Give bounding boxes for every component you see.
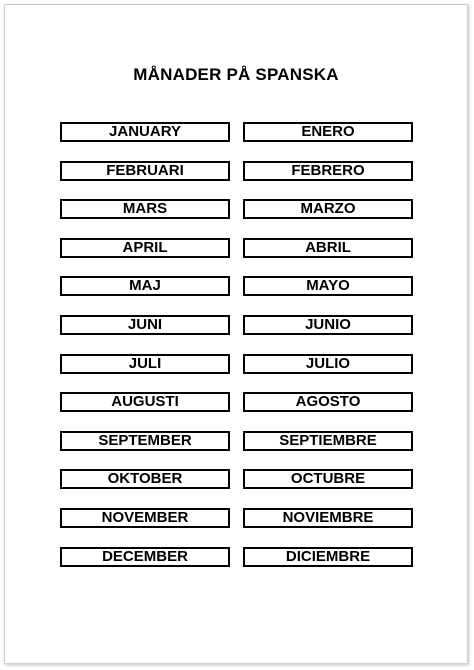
spanish-month-box: JULIO: [243, 354, 413, 374]
spanish-month-box: JUNIO: [243, 315, 413, 335]
swedish-month-box: APRIL: [60, 238, 230, 258]
swedish-month-box: JUNI: [60, 315, 230, 335]
spanish-month-box: FEBRERO: [243, 161, 413, 181]
page-title: MÅNADER PÅ SPANSKA: [133, 65, 339, 84]
spanish-month-box: ENERO: [243, 122, 413, 142]
swedish-month-box: JANUARY: [60, 122, 230, 142]
spanish-month-box: NOVIEMBRE: [243, 508, 413, 528]
swedish-month-box: MAJ: [60, 276, 230, 296]
spanish-month-box: MARZO: [243, 199, 413, 219]
spanish-month-box: DICIEMBRE: [243, 547, 413, 567]
spanish-month-box: ABRIL: [243, 238, 413, 258]
swedish-month-box: JULI: [60, 354, 230, 374]
spanish-month-box: MAYO: [243, 276, 413, 296]
swedish-month-box: AUGUSTI: [60, 392, 230, 412]
swedish-month-box: SEPTEMBER: [60, 431, 230, 451]
spanish-month-box: AGOSTO: [243, 392, 413, 412]
spanish-month-box: SEPTIEMBRE: [243, 431, 413, 451]
swedish-month-box: FEBRUARI: [60, 161, 230, 181]
swedish-month-box: DECEMBER: [60, 547, 230, 567]
swedish-month-box: OKTOBER: [60, 469, 230, 489]
spanish-month-box: OCTUBRE: [243, 469, 413, 489]
swedish-month-box: NOVEMBER: [60, 508, 230, 528]
worksheet-page: [4, 4, 468, 664]
swedish-month-box: MARS: [60, 199, 230, 219]
